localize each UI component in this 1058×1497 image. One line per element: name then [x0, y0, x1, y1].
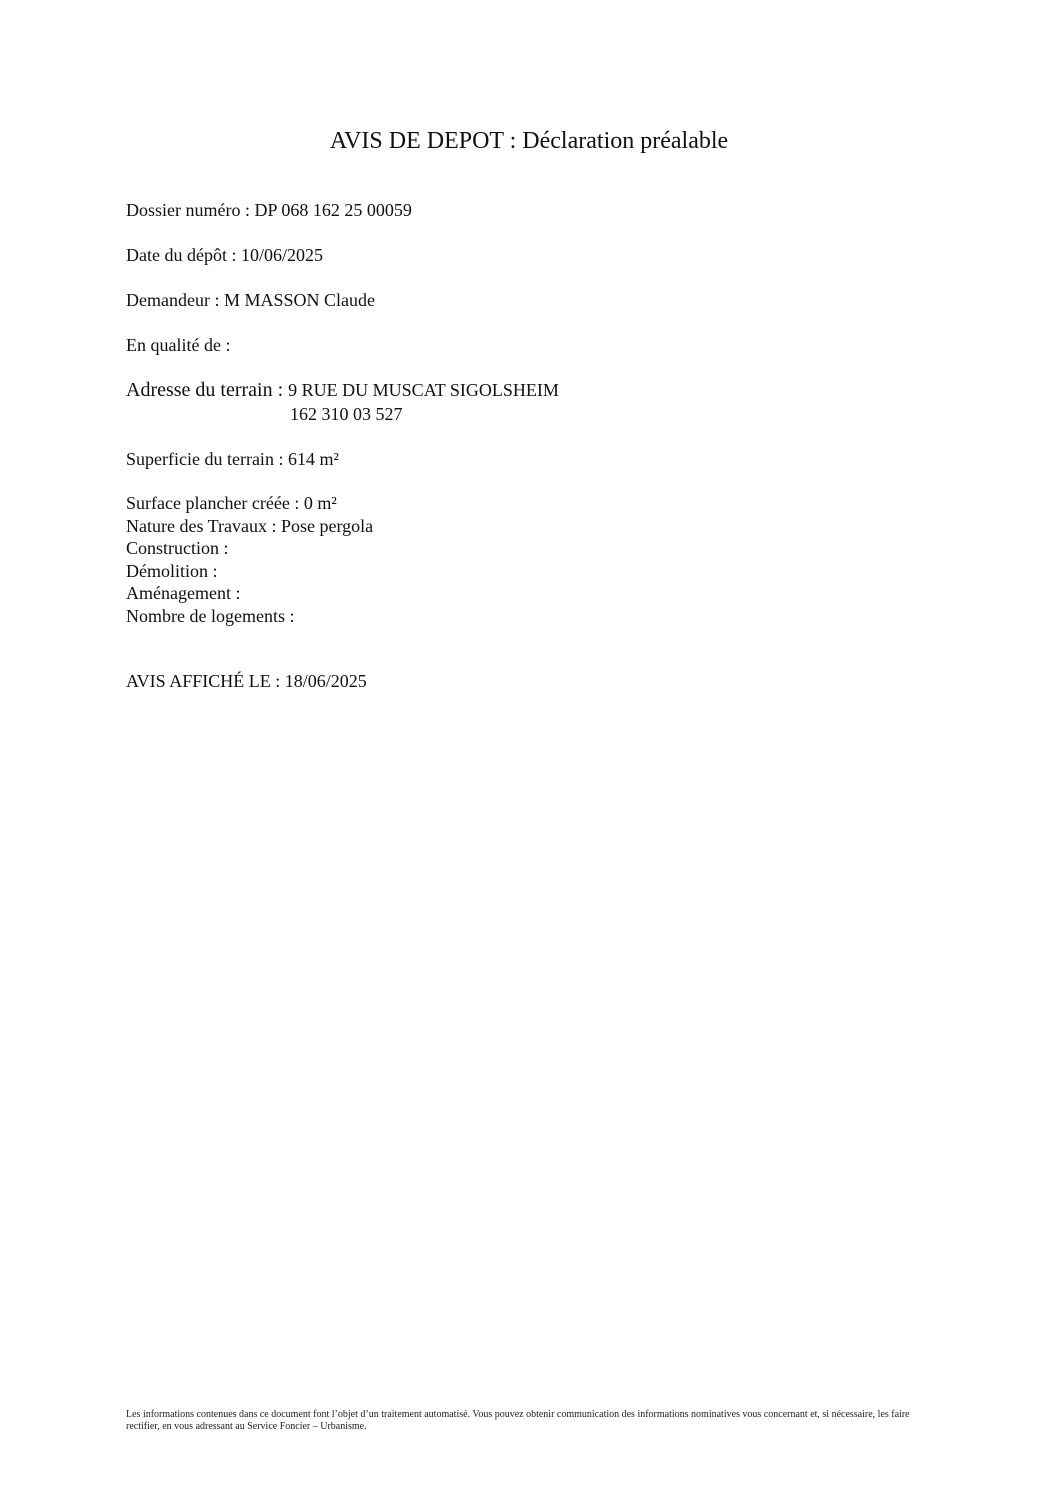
document-title: AVIS DE DEPOT : Déclaration préalable — [329, 128, 729, 154]
applicant-capacity: En qualité de : — [126, 335, 231, 355]
works-nature: Nature des Travaux : Pose pergola — [126, 516, 374, 536]
privacy-footer: Les informations contenues dans ce document font l’objet d’un traitement automatisé. Vous pouvez obtenir communication des informations nominatives vous concernant et, si nécessaire, les faire rectifier, en vous adressant au Service Foncier – Urbanisme. — [126, 1409, 910, 1432]
housing-count: Nombre de logements : — [126, 606, 295, 626]
development: Aménagement : — [126, 583, 241, 603]
land-address-label: Adresse du terrain : — [126, 379, 289, 401]
land-address-value: 9 RUE DU MUSCAT SIGOLSHEIM — [288, 380, 559, 400]
demolition: Démolition : — [126, 561, 218, 581]
floor-area-created: Surface plancher créée : 0 m² — [126, 493, 337, 513]
notice-posted-date: AVIS AFFICHÉ LE : 18/06/2025 — [126, 671, 367, 691]
land-address — [126, 379, 559, 401]
construction: Construction : — [126, 538, 229, 558]
land-area: Superficie du terrain : 614 m² — [126, 449, 339, 469]
dossier-number: Dossier numéro : DP 068 162 25 00059 — [126, 200, 412, 220]
deposit-date: Date du dépôt : 10/06/2025 — [126, 245, 323, 265]
parcel-reference: 162 310 03 527 — [290, 404, 403, 424]
applicant: Demandeur : M MASSON Claude — [126, 290, 375, 310]
